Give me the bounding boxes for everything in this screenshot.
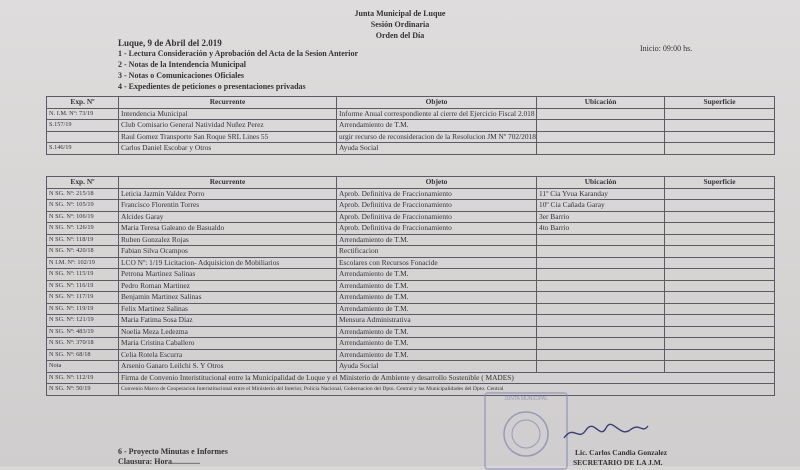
table-row (47, 303, 775, 315)
petitions-table-1 (46, 96, 775, 155)
cell-recurrente: Celia Rotela Escurra (119, 349, 337, 361)
cell-superficie (665, 269, 775, 281)
cell-objeto: Informe Anual correspondiente al cierre del Ejercicio Fiscal 2.018 (337, 108, 537, 120)
date-line: Luque, 9 de Abril del 2.019 (118, 38, 222, 48)
cell-superficie (665, 361, 775, 373)
cell-recurrente: Maria Teresa Galeano de Basualdo (119, 223, 337, 235)
cell-recurrente: Noelia Meza Ledezma (119, 326, 337, 338)
cell-exp: N SG. Nº: 50/19 (47, 384, 119, 396)
cell-recurrente: Intendencia Municipal (119, 108, 337, 120)
cell-superficie (665, 234, 775, 246)
cell-ubicacion (537, 246, 665, 258)
cell-exp: N SG. Nº: 118/19 (47, 234, 119, 246)
cell-objeto: Aprob. Definitiva de Fraccionamiento (337, 223, 537, 235)
stamp-label: JUNTA MUNICIPAL (504, 396, 548, 402)
col-ubicacion: Ubicación (537, 177, 665, 189)
cell-objeto: Aprob. Definitiva de Fraccionamiento (337, 211, 537, 223)
cell-superficie (665, 315, 775, 327)
col-exp: Exp. Nº (47, 177, 119, 189)
cell-superficie (665, 120, 775, 132)
cell-ubicacion (537, 280, 665, 292)
cell-exp: N SG. Nº: 117/19 (47, 292, 119, 304)
signer-title: SECRETARIO DE LA J.M. (573, 458, 663, 467)
table-row (47, 120, 775, 132)
table-row (47, 384, 775, 396)
cell-exp: S.157/19 (47, 120, 119, 132)
cell-exp: N SG. Nº: 68/18 (47, 349, 119, 361)
cell-recurrente: Benjamin Martinez Salinas (119, 292, 337, 304)
session-title: Sesión Ordinaria (370, 20, 430, 29)
cell-objeto: Arrendamiento de T.M. (337, 303, 537, 315)
cell-superficie (665, 131, 775, 143)
cell-exp: N SG. Nº: 116/19 (47, 280, 119, 292)
table-row (47, 280, 775, 292)
cell-ubicacion: 10º Cia Cañada Garay (537, 200, 665, 212)
cell-objeto: Mensura Administrativa (337, 315, 537, 327)
col-ubicacion: Ubicación (537, 97, 665, 109)
cell-superficie (665, 257, 775, 269)
cell-exp: N I.M. Nº: 102/19 (47, 257, 119, 269)
cell-exp: N SG. Nº: 121/19 (47, 315, 119, 327)
col-objeto: Objeto (337, 177, 537, 189)
cell-superficie (665, 108, 775, 120)
col-recurrente: Recurrente (119, 177, 337, 189)
cell-ubicacion: 4to Barrio (537, 223, 665, 235)
cell-ubicacion (537, 234, 665, 246)
cell-superficie (665, 303, 775, 315)
cell-recurrente: Francisco Florentin Torres (119, 200, 337, 212)
cell-superficie (665, 349, 775, 361)
cell-objeto: Ayuda Social (337, 361, 537, 373)
signer-name: Lic. Carlos Candia Gonzalez (575, 448, 668, 457)
cell-exp: N SG. Nº: 112/19 (47, 372, 119, 384)
cell-ubicacion (537, 269, 665, 281)
agenda-item-1: 1 - Lectura Consideración y Aprobación del Acta de la Sesion Anterior (118, 49, 359, 58)
cell-exp: N SG. Nº: 115/19 (47, 269, 119, 281)
cell-exp: N SG. Nº: 106/19 (47, 211, 119, 223)
cell-recurrente: Ruben Gonzalez Rojas (119, 234, 337, 246)
table-row (47, 269, 775, 281)
cell-ubicacion (537, 338, 665, 350)
cell-objeto: Arrendamiento de T.M. (337, 338, 537, 350)
cell-exp: N SG. Nº: 119/19 (47, 303, 119, 315)
cell-objeto: Arrendamiento de T.M. (337, 234, 537, 246)
table-row (47, 338, 775, 350)
cell-ubicacion (537, 326, 665, 338)
agenda-item-3: 3 - Notas o Comunicaciones Oficiales (118, 71, 244, 80)
cell-superficie (665, 280, 775, 292)
cell-ubicacion (537, 303, 665, 315)
table-row (47, 349, 775, 361)
cell-recurrente: Pedro Roman Martinez (119, 280, 337, 292)
table-row (47, 188, 775, 200)
table-row (47, 234, 775, 246)
cell-objeto: Arrendamiento de T.M. (337, 120, 537, 132)
cell-ubicacion: 3er Barrio (537, 211, 665, 223)
cell-description: Firma de Convenio Interistitucional entre la Municipalidad de Luque y el Ministerio de Ambiente y desarrollo Sostenible ( MADES) (119, 372, 775, 384)
cell-superficie (665, 292, 775, 304)
table-row (47, 131, 775, 143)
cell-recurrente: LCO Nº: 1/19 Licitacion- Adquisicion de Mobiliarios (119, 257, 337, 269)
cell-recurrente: Carlos Daniel Escobar y Otros (119, 143, 337, 155)
cell-superficie (665, 188, 775, 200)
table-row (47, 326, 775, 338)
table-row (47, 292, 775, 304)
table-row (47, 361, 775, 373)
cell-recurrente: Maria Fatima Sosa Diaz (119, 315, 337, 327)
table-row (47, 223, 775, 235)
cell-exp: N SG. Nº: 215/18 (47, 188, 119, 200)
stamp-seal-icon (486, 394, 566, 464)
cell-exp: N SG. Nº: 420/18 (47, 246, 119, 258)
cell-recurrente: Alcides Garay (119, 211, 337, 223)
cell-recurrente: Raul Gomez Transporte San Roque SRL Lines 55 (119, 131, 337, 143)
table-header-row (47, 177, 775, 189)
cell-recurrente: Maria Cristina Caballero (119, 338, 337, 350)
official-stamp (484, 392, 568, 470)
cell-ubicacion: 11º Cia Yvua Karanday (537, 188, 665, 200)
cell-recurrente: Leticia Jazmin Valdez Porro (119, 188, 337, 200)
cell-objeto: Aprob. Definitiva de Fraccionamiento (337, 200, 537, 212)
table-row (47, 257, 775, 269)
cell-recurrente: Fabian Silva Ocampos (119, 246, 337, 258)
org-title: Junta Municipal de Luque (354, 9, 446, 18)
col-superficie: Superficie (665, 177, 775, 189)
cell-exp: N SG. Nº: 483/19 (47, 326, 119, 338)
table-row (47, 200, 775, 212)
cell-objeto: Escolares con Recursos Fonacide (337, 257, 537, 269)
table-header-row (47, 97, 775, 109)
cell-objeto: Arrendamiento de T.M. (337, 292, 537, 304)
cell-recurrente: Arsenio Ganaro Leilchi S. Y Otros (119, 361, 337, 373)
cell-superficie (665, 200, 775, 212)
agenda-item-6: 6 - Proyecto Minutas e Informes (118, 447, 228, 456)
table-row (47, 211, 775, 223)
cell-superficie (665, 246, 775, 258)
cell-exp: N SG. Nº: 126/19 (47, 223, 119, 235)
cell-objeto: Arrendamiento de T.M. (337, 280, 537, 292)
cell-description: Convenio Marco de Cooperacion Interistitucional entre el Ministerio del Interior, Policia Nacional, Gobernacion del Dpto. Central y las Municipalidades del Dpto. Central (119, 384, 775, 396)
cell-superficie (665, 338, 775, 350)
cell-ubicacion (537, 349, 665, 361)
table-row (47, 143, 775, 155)
table-row (47, 372, 775, 384)
cell-superficie (665, 211, 775, 223)
table-row (47, 246, 775, 258)
cell-ubicacion (537, 131, 665, 143)
cell-objeto: Arrendamiento de T.M. (337, 269, 537, 281)
cell-exp: N SG. Nº: 370/18 (47, 338, 119, 350)
agenda-item-4: 4 - Expedientes de peticiones o presentaciones privadas (118, 82, 306, 91)
cell-ubicacion (537, 143, 665, 155)
agenda-item-2: 2 - Notas de la Intendencia Municipal (118, 60, 247, 69)
col-exp: Exp. Nº (47, 97, 119, 109)
clausura-line: Clausura: Hora.............. (118, 457, 200, 466)
cell-recurrente: Club Comisario General Natividad Nuñez Perez (119, 120, 337, 132)
cell-exp: N. I.M. Nº: 73/19 (47, 108, 119, 120)
cell-ubicacion (537, 361, 665, 373)
cell-ubicacion (537, 292, 665, 304)
cell-exp: Nota (47, 361, 119, 373)
table-row (47, 108, 775, 120)
cell-ubicacion (537, 257, 665, 269)
cell-exp (47, 131, 119, 143)
col-objeto: Objeto (337, 97, 537, 109)
cell-ubicacion (537, 108, 665, 120)
cell-objeto: Rectificacion (337, 246, 537, 258)
table-row (47, 315, 775, 327)
cell-superficie (665, 326, 775, 338)
cell-exp: S.146/19 (47, 143, 119, 155)
start-time: Inicio: 09:00 hs. (640, 44, 693, 53)
cell-objeto: Arrendamiento de T.M. (337, 326, 537, 338)
signature-icon (560, 422, 650, 444)
cell-objeto: urgir recurso de reconsideracion de la Resolucion JM Nº 702/2018 (337, 131, 537, 143)
cell-superficie (665, 143, 775, 155)
cell-recurrente: Petrona Martinez Salinas (119, 269, 337, 281)
cell-objeto: Aprob. Definitiva de Fraccionamiento (337, 188, 537, 200)
cell-superficie (665, 223, 775, 235)
cell-ubicacion (537, 315, 665, 327)
col-superficie: Superficie (665, 97, 775, 109)
cell-ubicacion (537, 120, 665, 132)
petitions-table-2 (46, 176, 775, 396)
cell-recurrente: Felix Martinez Salinas (119, 303, 337, 315)
col-recurrente: Recurrente (119, 97, 337, 109)
cell-objeto: Arrendamiento de T.M. (337, 349, 537, 361)
cell-exp: N SG. Nº: 105/19 (47, 200, 119, 212)
cell-objeto: Ayuda Social (337, 143, 537, 155)
order-title: Orden del Día (375, 31, 425, 40)
